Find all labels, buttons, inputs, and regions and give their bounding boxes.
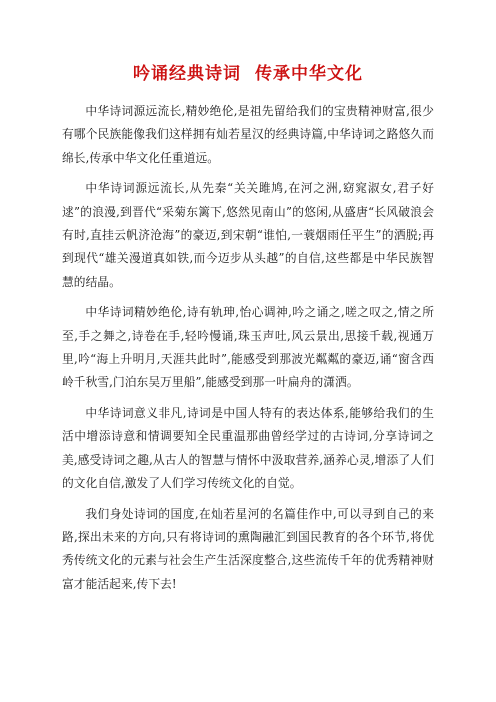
- title-part-1: 吟诵经典诗词: [133, 64, 241, 84]
- document-page: [62, 62, 434, 603]
- document-title: [62, 62, 434, 86]
- paragraph-3: 中华诗词精妙绝伦,诗有轨珅,怡心调神,吟之诵之,嗟之叹之,情之所至,手之舞之,诗卷在手,轻吟慢诵,珠玉声吐,风云景出,思接千载,视通万里,吟“海上升明月,天涯共此时”,能感受到那波光粼粼的豪迈,诵“窗含西岭千秋雪,门泊东吴万里船”,能感受到那一叶扁舟的潇洒。: [62, 305, 434, 390]
- paragraph-4: 中华诗词意义非凡,诗词是中国人特有的表达体系,能够给我们的生活中增添诗意和情调要知全民重温那曲曾经学过的古诗词,分享诗词之美,感受诗词之趣,从古人的智慧与情怀中汲取营养,涵养心灵,增添了人们的文化自信,激发了人们学习传统文化的自觉。: [62, 405, 434, 491]
- paragraph-2: 中华诗词源远流长,从先秦“关关雎鸠,在河之洲,窈窕淑女,君子好逑”的浪漫,到晋代“采菊东篱下,悠然见南山”的悠闲,从盛唐“长风破浪会有时,直挂云帆济沧海”的豪迈,到宋朝“谁怕,一蓑烟雨任平生”的洒脱;再到现代“雄关漫道真如铁,而今迈步从头越”的自信,这些都是中华民族智慧的结晶。: [62, 181, 434, 289]
- paragraph-5: 我们身处诗词的国度,在灿若星河的名篇佳作中,可以寻到自己的来路,探出未来的方向,只有将诗词的熏陶融汇到国民教育的各个环节,将优秀传统文化的元素与社会生产生活深度整合,这些流传千年的优秀精神财富才能活起来,传下去!: [62, 506, 434, 591]
- title-part-2: 传承中华文化: [255, 64, 363, 84]
- paragraph-1: 中华诗词源远流长,精妙绝伦,是祖先留给我们的宝贵精神财富,很少有哪个民族能像我们这样拥有灿若星汉的经典诗篇,中华诗词之路悠久而绵长,传承中华文化任重道远。: [62, 104, 434, 165]
